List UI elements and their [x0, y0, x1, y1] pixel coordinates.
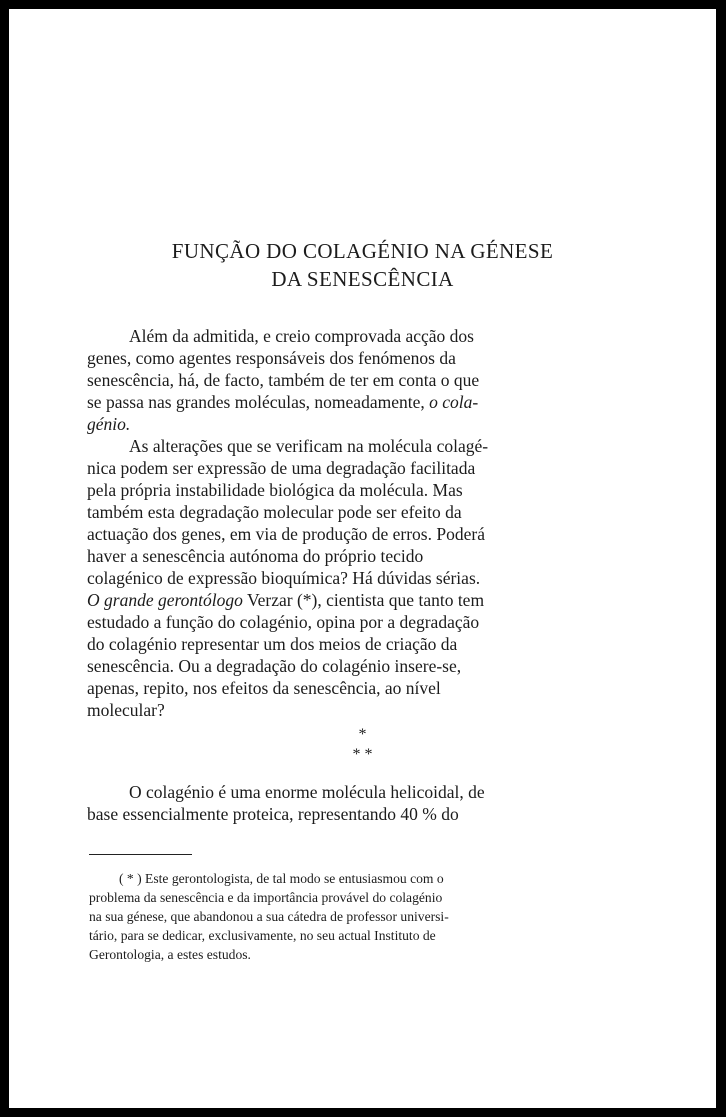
text-line: Além da admitida, e creio comprovada acção dos: [129, 326, 474, 346]
footnote-divider: [89, 854, 192, 855]
paragraph-3: [87, 781, 564, 825]
paragraph-1: [87, 325, 564, 721]
text-line: molecular?: [87, 700, 165, 720]
footnote-line: tário, para se dedicar, exclusivamente, no seu actual Instituto de: [89, 928, 436, 943]
text-line: do colagénio representar um dos meios de criação da: [87, 634, 458, 654]
section-separator-top: *: [358, 726, 367, 743]
document-page: [9, 9, 716, 1108]
title-line-1: FUNÇÃO DO COLAGÉNIO NA GÉNESE: [171, 239, 554, 263]
footnote-line: Gerontologia, a estes estudos.: [89, 947, 251, 962]
text-line: também esta degradação molecular pode ser efeito da: [87, 502, 462, 522]
text-line: genes, como agentes responsáveis dos fenómenos da: [87, 348, 456, 368]
text-line: apenas, repito, nos efeitos da senescência, ao nível: [87, 678, 441, 698]
italic-term: génio.: [87, 414, 131, 434]
text-line: pela própria instabilidade biológica da molécula. Mas: [87, 480, 463, 500]
text-line: senescência, há, de facto, também de ter em conta o que: [87, 370, 480, 390]
text-line: As alterações que se verificam na molécula colagé-: [129, 436, 489, 456]
text-fragment: se passa nas grandes moléculas, nomeadamente,: [87, 392, 425, 412]
footnote-line: ( * ) Este gerontologista, de tal modo se entusiasmou com o: [119, 871, 444, 886]
title-line-2: DA SENESCÊNCIA: [271, 267, 454, 291]
footnote-line: problema da senescência e da importância provável do colagénio: [89, 890, 443, 905]
text-fragment: Verzar (*), cientista que tanto tem: [246, 590, 485, 610]
text-line: base essencialmente proteica, representando 40 % do: [87, 804, 459, 824]
italic-term: O grande gerontólogo: [87, 590, 243, 610]
text-line: O colagénio é uma enorme molécula helicoidal, de: [129, 782, 485, 802]
text-line: estudado a função do colagénio, opina por a degradação: [87, 612, 480, 632]
text-line: senescência. Ou a degradação do colagénio insere-se,: [87, 656, 462, 676]
text-line: haver a senescência autónoma do próprio tecido: [87, 546, 424, 566]
text-line: actuação dos genes, em via de produção de erros. Poderá: [87, 524, 485, 544]
italic-term: o cola-: [429, 392, 479, 412]
text-line: [87, 391, 564, 413]
text-line: [87, 413, 564, 435]
text-line: [87, 589, 564, 611]
footnote: [89, 869, 565, 964]
page-title: [9, 237, 716, 293]
section-separator-bottom: * *: [352, 746, 373, 763]
text-line: nica podem ser expressão de uma degradação facilitada: [87, 458, 476, 478]
footnote-line: na sua génese, que abandonou a sua cátedra de professor universi-: [89, 909, 449, 924]
text-line: colagénico de expressão bioquímica? Há dúvidas sérias.: [87, 568, 481, 588]
